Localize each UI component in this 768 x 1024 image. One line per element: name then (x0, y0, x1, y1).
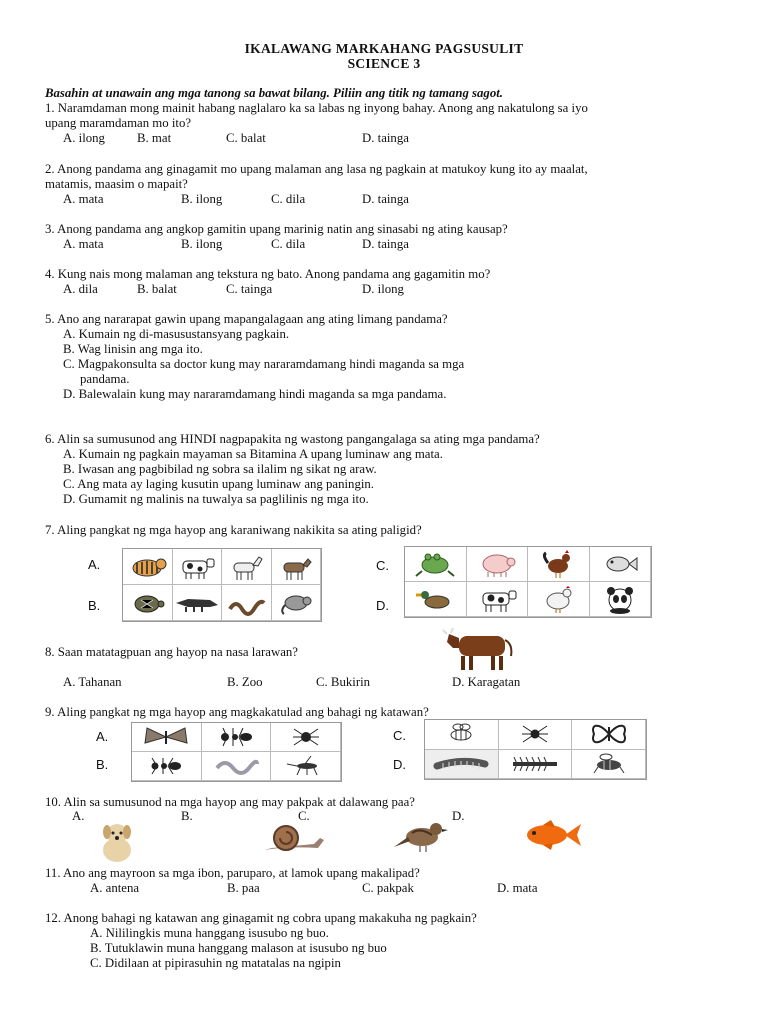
exam-subject: SCIENCE 3 (347, 56, 421, 71)
q2-option-b[interactable]: B. ilong (181, 192, 223, 206)
question-9-text: 9. Aling pangkat ng mga hayop ang magkakatulad ang bahagi ng katawan? (45, 705, 429, 719)
ant-icon (132, 752, 202, 781)
q8-option-c[interactable]: C. Bukirin (316, 675, 371, 689)
q1-option-c[interactable]: C. balat (226, 131, 266, 145)
q9-option-a[interactable]: A. (96, 729, 109, 744)
snail-image (258, 820, 328, 856)
fish-icon (590, 547, 652, 582)
question-2-text-cont: matamis, maasim o mapait? (45, 177, 188, 191)
goat-icon (272, 549, 322, 585)
q11-option-c[interactable]: C. pakpak (362, 881, 414, 895)
question-1-text: 1. Naramdaman mong mainit habang naglalaro ka sa labas ng inyong bahay. Anong ang nakatulong sa iyo (45, 101, 588, 115)
q9-option-c[interactable]: C. (393, 728, 406, 743)
q2-option-c[interactable]: C. dila (271, 192, 306, 206)
q10-option-d[interactable]: D. (452, 809, 465, 823)
q1-option-a[interactable]: A. ilong (63, 131, 105, 145)
q9-image-grid-cd (424, 719, 647, 780)
q11-option-a[interactable]: A. antena (90, 881, 140, 895)
butterfly-icon (572, 720, 646, 750)
q9-image-grid-ab (131, 722, 342, 782)
exam-title: IKALAWANG MARKAHANG PAGSUSULIT (244, 41, 524, 56)
q3-option-a[interactable]: A. mata (63, 237, 104, 251)
question-4-text: 4. Kung nais mong malaman ang tekstura ng bato. Anong pandama ang gagamitin mo? (45, 267, 491, 281)
question-10-text: 10. Alin sa sumusunod na mga hayop ang may pakpak at dalawang paa? (45, 795, 415, 809)
question-2-text: 2. Anong pandama ang ginagamit mo upang malaman ang lasa ng pagkain at matukoy kung ito ay maalat, (45, 162, 588, 176)
q8-option-d[interactable]: D. Karagatan (452, 675, 521, 689)
question-7-text: 7. Aling pangkat ng mga hayop ang karaniwang nakikita sa ating paligid? (45, 523, 422, 537)
question-8-text: 8. Saan matatagpuan ang hayop na nasa larawan? (45, 645, 298, 659)
q6-option-a[interactable]: A. Kumain ng pagkain mayaman sa Bitamina A upang luminaw ang mata. (63, 447, 443, 461)
q7-option-d[interactable]: D. (376, 598, 389, 613)
q7-image-grid-cd (404, 546, 652, 618)
q11-option-b[interactable]: B. paa (227, 881, 260, 895)
q7-image-grid-ab (122, 548, 322, 622)
chameleon-icon (272, 585, 322, 621)
hen-icon (528, 582, 590, 617)
turtle-icon (123, 585, 173, 621)
q5-option-c[interactable]: C. Magpakonsulta sa doctor kung may nararamdamang hindi maganda sa mga (63, 357, 465, 371)
q1-option-b[interactable]: B. mat (137, 131, 172, 145)
q2-option-d[interactable]: D. tainga (362, 192, 409, 206)
q9-option-b[interactable]: B. (96, 757, 109, 772)
horse-icon (222, 549, 272, 585)
q10-option-c[interactable]: C. (298, 809, 310, 823)
tiger-icon (123, 549, 173, 585)
duck-icon (405, 582, 467, 617)
q11-option-d[interactable]: D. mata (497, 881, 538, 895)
centipede-icon (499, 750, 573, 780)
instruction: Basahin at unawain ang mga tanong sa bawat bilang. Piliin ang titik ng tamang sagot. (45, 86, 503, 100)
ant-icon (202, 723, 272, 752)
worm-icon (202, 752, 272, 781)
q6-option-d[interactable]: D. Gumamit ng malinis na tuwalya sa paglilinis ng mga ito. (63, 492, 369, 506)
q8-option-a[interactable]: A. Tahanan (63, 675, 122, 689)
rooster-icon (528, 547, 590, 582)
q5-option-a[interactable]: A. Kumain ng di-masusustansyang pagkain. (63, 327, 290, 341)
q9-option-d[interactable]: D. (393, 757, 406, 772)
spider-icon (271, 723, 341, 752)
sparrow-image (390, 813, 456, 857)
frog-icon (405, 547, 467, 582)
q4-option-c[interactable]: C. tainga (226, 282, 273, 296)
moth-icon (132, 723, 202, 752)
question-5-text: 5. Ano ang nararapat gawin upang mapangalagaan ang ating limang pandama? (45, 312, 448, 326)
q4-option-b[interactable]: B. balat (137, 282, 177, 296)
q10-option-a[interactable]: A. (72, 809, 85, 823)
snake-icon (222, 585, 272, 621)
q3-option-d[interactable]: D. tainga (362, 237, 409, 251)
question-6-text: 6. Alin sa sumusunod ang HINDI nagpapakita ng wastong pangangalaga sa ating mga pandama? (45, 432, 540, 446)
q12-option-b[interactable]: B. Tutuklawin muna hanggang malason at isusubo ng buo (90, 941, 387, 955)
q6-option-b[interactable]: B. Iwasan ang pagbibilad ng sobra sa ilalim ng sikat ng araw. (63, 462, 377, 476)
question-1-text-cont: upang maramdaman mo ito? (45, 116, 192, 130)
bee-icon (425, 720, 499, 750)
q1-option-d[interactable]: D. tainga (362, 131, 409, 145)
q4-option-a[interactable]: A. dila (63, 282, 98, 296)
q12-option-a[interactable]: A. Nililingkis muna hanggang isusubo ng buo. (90, 926, 329, 940)
q2-option-a[interactable]: A. mata (63, 192, 104, 206)
q6-option-c[interactable]: C. Ang mata ay laging kusutin upang luminaw ang paningin. (63, 477, 374, 491)
q4-option-d[interactable]: D. ilong (362, 282, 404, 296)
bee-icon (572, 750, 646, 780)
panda-icon (590, 582, 652, 617)
q5-option-b[interactable]: B. Wag linisin ang mga ito. (63, 342, 203, 356)
q8-option-b[interactable]: B. Zoo (227, 675, 263, 689)
q12-option-c[interactable]: C. Didilaan at pipirasuhin ng matatalas na ngipin (90, 956, 341, 970)
goldfish-image (517, 818, 585, 852)
question-11-text: 11. Ano ang mayroon sa mga ibon, paruparo, at lamok upang makalipad? (45, 866, 420, 880)
spider-icon (499, 720, 573, 750)
q5-option-c-cont: pandama. (80, 372, 130, 386)
question-12-text: 12. Anong bahagi ng katawan ang ginagamit ng cobra upang makakuha ng pagkain? (45, 911, 477, 925)
q7-option-b[interactable]: B. (88, 598, 101, 613)
cow-icon (173, 549, 223, 585)
q3-option-b[interactable]: B. ilong (181, 237, 223, 251)
q7-option-c[interactable]: C. (376, 558, 389, 573)
q5-option-d[interactable]: D. Balewalain kung may nararamdamang hindi maganda sa mga pandama. (63, 387, 447, 401)
bull-image (441, 624, 521, 672)
q3-option-c[interactable]: C. dila (271, 237, 306, 251)
caterpillar-icon (425, 750, 499, 780)
pig-icon (467, 547, 529, 582)
puppy-image (92, 818, 142, 864)
cow-icon (467, 582, 529, 617)
crocodile-icon (173, 585, 223, 621)
q10-option-b[interactable]: B. (181, 809, 193, 823)
mosquito-icon (271, 752, 341, 781)
q7-option-a[interactable]: A. (88, 557, 101, 572)
question-3-text: 3. Anong pandama ang angkop gamitin upang marinig natin ang sinasabi ng ating kausap? (45, 222, 508, 236)
